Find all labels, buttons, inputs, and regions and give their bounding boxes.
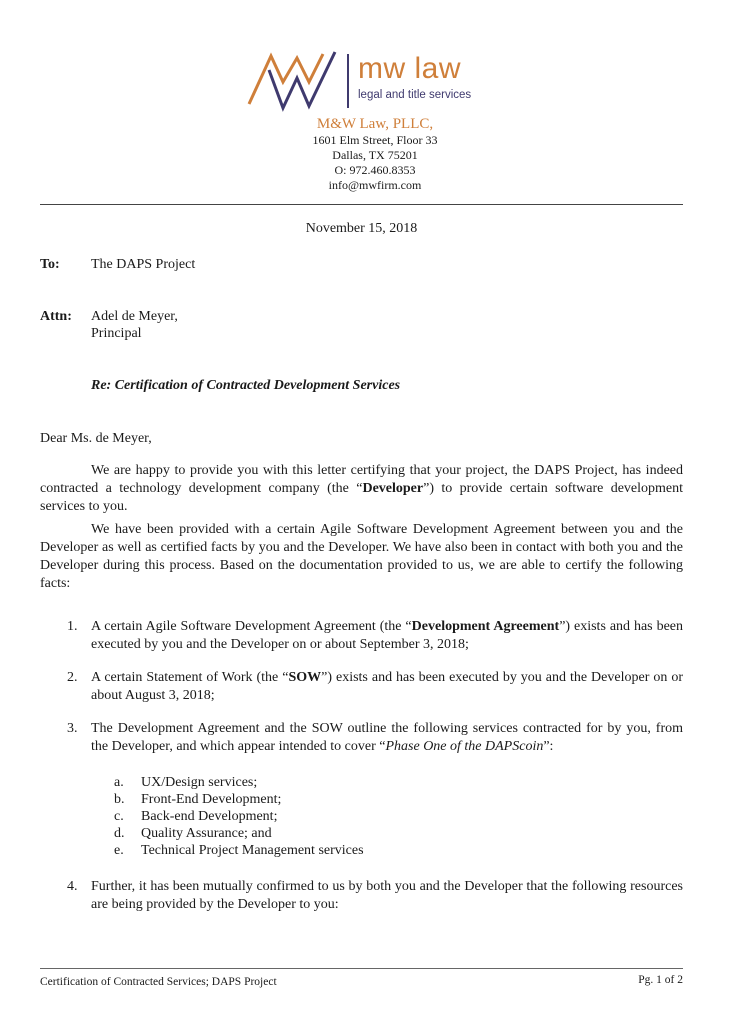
salutation: Dear Ms. de Meyer, [40,431,152,446]
subject-line: Re: Certification of Contracted Development Services [91,378,401,393]
list-number: 3. [67,721,78,736]
sublist-letter: c. [114,809,124,824]
firm-email: info@mwfirm.com [328,178,422,192]
firm-address-line2: Dallas, TX 75201 [332,148,418,162]
firm-name: M&W Law, PLLC, [316,116,434,132]
attn-title: Principal [91,326,142,341]
sublist-item: Front-End Development; [141,792,282,807]
to-value: The DAPS Project [91,257,196,272]
footer-title: Certification of Contracted Services; DAPS Project [40,976,277,988]
to-label: To: [40,257,60,272]
sublist-item: UX/Design services; [141,775,258,790]
list-number: 2. [67,670,78,685]
list-number: 4. [67,879,78,894]
list-number: 1. [67,619,78,634]
footer-divider [40,968,683,969]
sublist-letter: a. [114,775,124,790]
firm-address-line1: 1601 Elm Street, Floor 33 [312,133,438,147]
logo-wordmark: mw law [358,52,462,85]
sublist-item: Quality Assurance; and [141,826,272,841]
list-item: The Development Agreement and the SOW outline the following services contracted for by you, from the Developer, and which appear intended to cover “Phase One of the DAPScoin”: [91,721,683,754]
paragraph-facts: We have been provided with a certain Agile Software Development Agreement between you and the Developer as well as certified facts by you and the Developer. We have also been in contact with both you and the Developer during this process. Based on the documentation provided to us, we are able to certify the following facts: [40,522,683,591]
sublist-letter: d. [114,826,125,841]
sublist-letter: b. [114,792,125,807]
logo-tagline: legal and title services [358,89,472,101]
paragraph-intro: We are happy to provide you with this letter certifying that your project, the DAPS Project, has indeed contracted a technology development company (the “Developer”) to provide certain software development services to you. [40,463,684,514]
sublist-item: Back-end Development; [141,809,278,824]
list-item: A certain Agile Software Development Agreement (the “Development Agreement”) exists and has been executed by you and the Developer on or about September 3, 2018; [91,619,683,652]
page-number: Pg. 1 of 2 [638,974,683,986]
attn-label: Attn: [40,309,72,324]
list-item: A certain Statement of Work (the “SOW”) exists and has been executed by you and the Developer on or about August 3, 2018; [91,670,683,703]
header-divider [40,204,683,205]
list-item: Further, it has been mutually confirmed to us by both you and the Developer that the following resources are being provided by the Developer to you: [91,879,683,912]
sublist-letter: e. [114,843,124,858]
letter-date: November 15, 2018 [305,221,418,236]
sublist-item: Technical Project Management services [141,843,364,858]
firm-phone: O: 972.460.8353 [334,163,416,177]
attn-name: Adel de Meyer, [91,309,178,324]
